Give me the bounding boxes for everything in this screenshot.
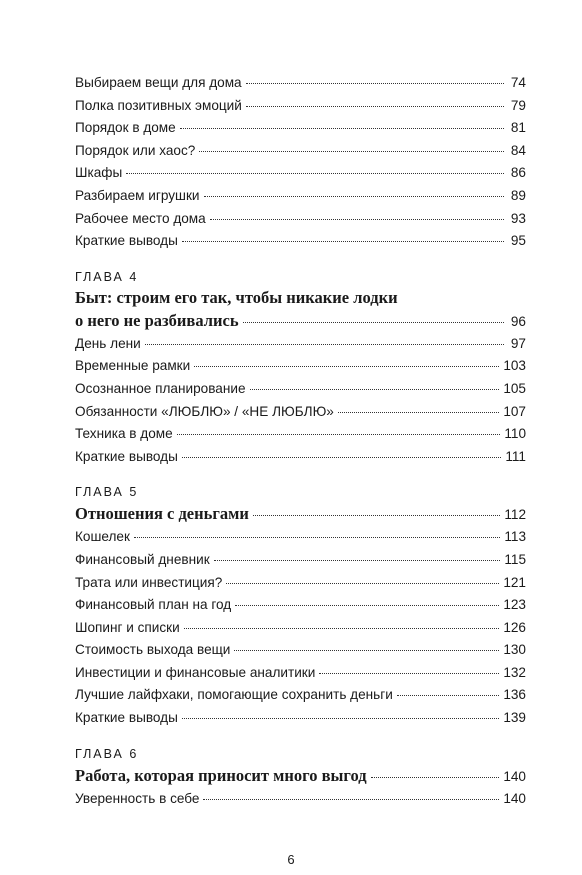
toc-entry-title: Временные рамки <box>75 358 191 374</box>
toc-entry-title: Порядок в доме <box>75 120 176 136</box>
toc-entry <box>75 526 526 549</box>
dot-leader <box>180 128 504 129</box>
toc-entry-title: Краткие выводы <box>75 448 178 464</box>
dot-leader <box>250 389 500 390</box>
dot-leader <box>177 434 501 435</box>
toc-entry-page: 86 <box>510 165 526 181</box>
toc-entry <box>75 95 526 118</box>
toc-entry <box>75 707 526 730</box>
dot-leader <box>243 322 504 323</box>
toc-entry-title: Финансовый план на год <box>75 597 232 613</box>
toc-chapter-4 <box>75 267 526 469</box>
toc-entry-page: 112 <box>504 507 526 523</box>
dot-leader <box>182 718 499 719</box>
toc-entry <box>75 355 526 378</box>
toc-entry <box>75 594 526 617</box>
dot-leader <box>319 673 499 674</box>
toc-entry-title: Рабочее место дома <box>75 210 206 226</box>
toc-entry <box>75 208 526 231</box>
toc-entry <box>75 423 526 446</box>
toc-entry-title: Шкафы <box>75 165 123 181</box>
toc-entry-title: Осознанное планирование <box>75 380 246 396</box>
toc-entry-page: 97 <box>510 335 526 351</box>
toc-entry-page: 130 <box>503 642 526 658</box>
toc-entry <box>75 684 526 707</box>
toc-entry <box>75 639 526 662</box>
dot-leader <box>338 412 499 413</box>
toc-entry-title: Разбираем игрушки <box>75 187 200 203</box>
toc-chapter-title-entry <box>75 502 526 526</box>
dot-leader <box>235 605 499 606</box>
dot-leader <box>145 344 504 345</box>
dot-leader <box>194 366 499 367</box>
chapter-title: Быт: строим его так, чтобы никакие лодки <box>75 287 398 307</box>
toc-entry <box>75 162 526 185</box>
chapter-title-continued: о него не разбивались <box>75 310 239 330</box>
toc-entry-page: 74 <box>510 75 526 90</box>
chapter-label: ГЛАВА 5 <box>75 485 139 500</box>
dot-leader <box>182 457 501 458</box>
toc-entry <box>75 72 526 95</box>
dot-leader <box>371 777 500 778</box>
toc-entry <box>75 185 526 208</box>
table-of-contents <box>75 72 526 810</box>
toc-entry-page: 121 <box>503 574 526 590</box>
dot-leader <box>397 695 500 696</box>
toc-entry-title: Трата или инвестиция? <box>75 574 223 590</box>
toc-entry-page: 95 <box>510 233 526 249</box>
toc-entry-page: 111 <box>505 448 526 464</box>
toc-entry-title: Краткие выводы <box>75 710 178 726</box>
toc-entry <box>75 230 526 253</box>
toc-entry-page: 115 <box>504 551 526 567</box>
toc-entry <box>75 788 526 811</box>
toc-entry-page: 123 <box>503 597 526 613</box>
dot-leader <box>214 560 501 561</box>
toc-entry <box>75 140 526 163</box>
dot-leader <box>203 799 499 800</box>
dot-leader <box>134 537 500 538</box>
toc-entry-title: Обязанности «ЛЮБЛЮ» / «НЕ ЛЮБЛЮ» <box>75 403 334 419</box>
toc-chapter-5 <box>75 482 526 729</box>
toc-entry-page: 103 <box>503 358 526 374</box>
toc-entry-title: Уверенность в себе <box>75 790 200 806</box>
toc-entry-page: 79 <box>510 97 526 113</box>
toc-entry-page: 126 <box>503 619 526 635</box>
toc-entry-title: Техника в доме <box>75 426 173 442</box>
dot-leader <box>246 83 504 84</box>
dot-leader <box>226 583 499 584</box>
page-number: 6 <box>287 852 295 867</box>
toc-entry-title: Полка позитивных эмоций <box>75 97 242 113</box>
toc-entry <box>75 378 526 401</box>
toc-entry-title: Кошелек <box>75 529 130 545</box>
toc-entry-page: 81 <box>510 120 526 136</box>
toc-entry-title: Лучшие лайфхаки, помогающие сохранить деньги <box>75 687 393 703</box>
toc-entry-page: 107 <box>503 403 526 419</box>
toc-entry <box>75 617 526 640</box>
toc-entry-page: 110 <box>504 426 526 442</box>
toc-entry-title: Шопинг и списки <box>75 619 180 635</box>
toc-entry <box>75 572 526 595</box>
toc-entry <box>75 446 526 469</box>
toc-chapter-title-entry <box>75 764 526 788</box>
toc-entry-page: 96 <box>510 313 526 329</box>
toc-entry-title: День лени <box>75 335 141 351</box>
toc-entry-title: Стоимость выхода вещи <box>75 642 231 658</box>
toc-entry <box>75 549 526 572</box>
toc-entry-page: 89 <box>510 187 526 203</box>
dot-leader <box>204 196 505 197</box>
toc-entry-title: Выбираем вещи для дома <box>75 75 242 90</box>
toc-entry-title: Инвестиции и финансовые аналитики <box>75 664 316 680</box>
toc-entry-page: 93 <box>510 210 526 226</box>
toc-chapter-6 <box>75 744 526 811</box>
dot-leader <box>210 219 504 220</box>
chapter-title: Работа, которая приносит много выгод <box>75 765 367 785</box>
dot-leader <box>199 151 504 152</box>
toc-entry-page: 140 <box>503 768 526 784</box>
chapter-label: ГЛАВА 4 <box>75 269 139 284</box>
toc-entry <box>75 401 526 424</box>
toc-entry-title: Финансовый дневник <box>75 551 210 567</box>
dot-leader <box>182 241 504 242</box>
toc-section-top <box>75 72 526 253</box>
toc-entry-page: 139 <box>503 710 526 726</box>
toc-entry-page: 113 <box>504 529 526 545</box>
dot-leader <box>246 106 504 107</box>
toc-entry-page: 132 <box>503 664 526 680</box>
toc-chapter-title-entry <box>75 309 526 333</box>
toc-entry-title: Краткие выводы <box>75 233 178 249</box>
dot-leader <box>234 650 499 651</box>
toc-entry-page: 136 <box>503 687 526 703</box>
toc-entry <box>75 333 526 356</box>
chapter-title: Отношения с деньгами <box>75 504 249 524</box>
chapter-label: ГЛАВА 6 <box>75 746 139 761</box>
dot-leader <box>184 628 500 629</box>
toc-entry-page: 140 <box>503 790 526 806</box>
toc-entry <box>75 117 526 140</box>
toc-entry-page: 105 <box>503 380 526 396</box>
dot-leader <box>253 515 500 516</box>
toc-entry <box>75 662 526 685</box>
toc-entry-page: 84 <box>510 142 526 158</box>
dot-leader <box>126 173 504 174</box>
toc-entry-title: Порядок или хаос? <box>75 142 196 158</box>
